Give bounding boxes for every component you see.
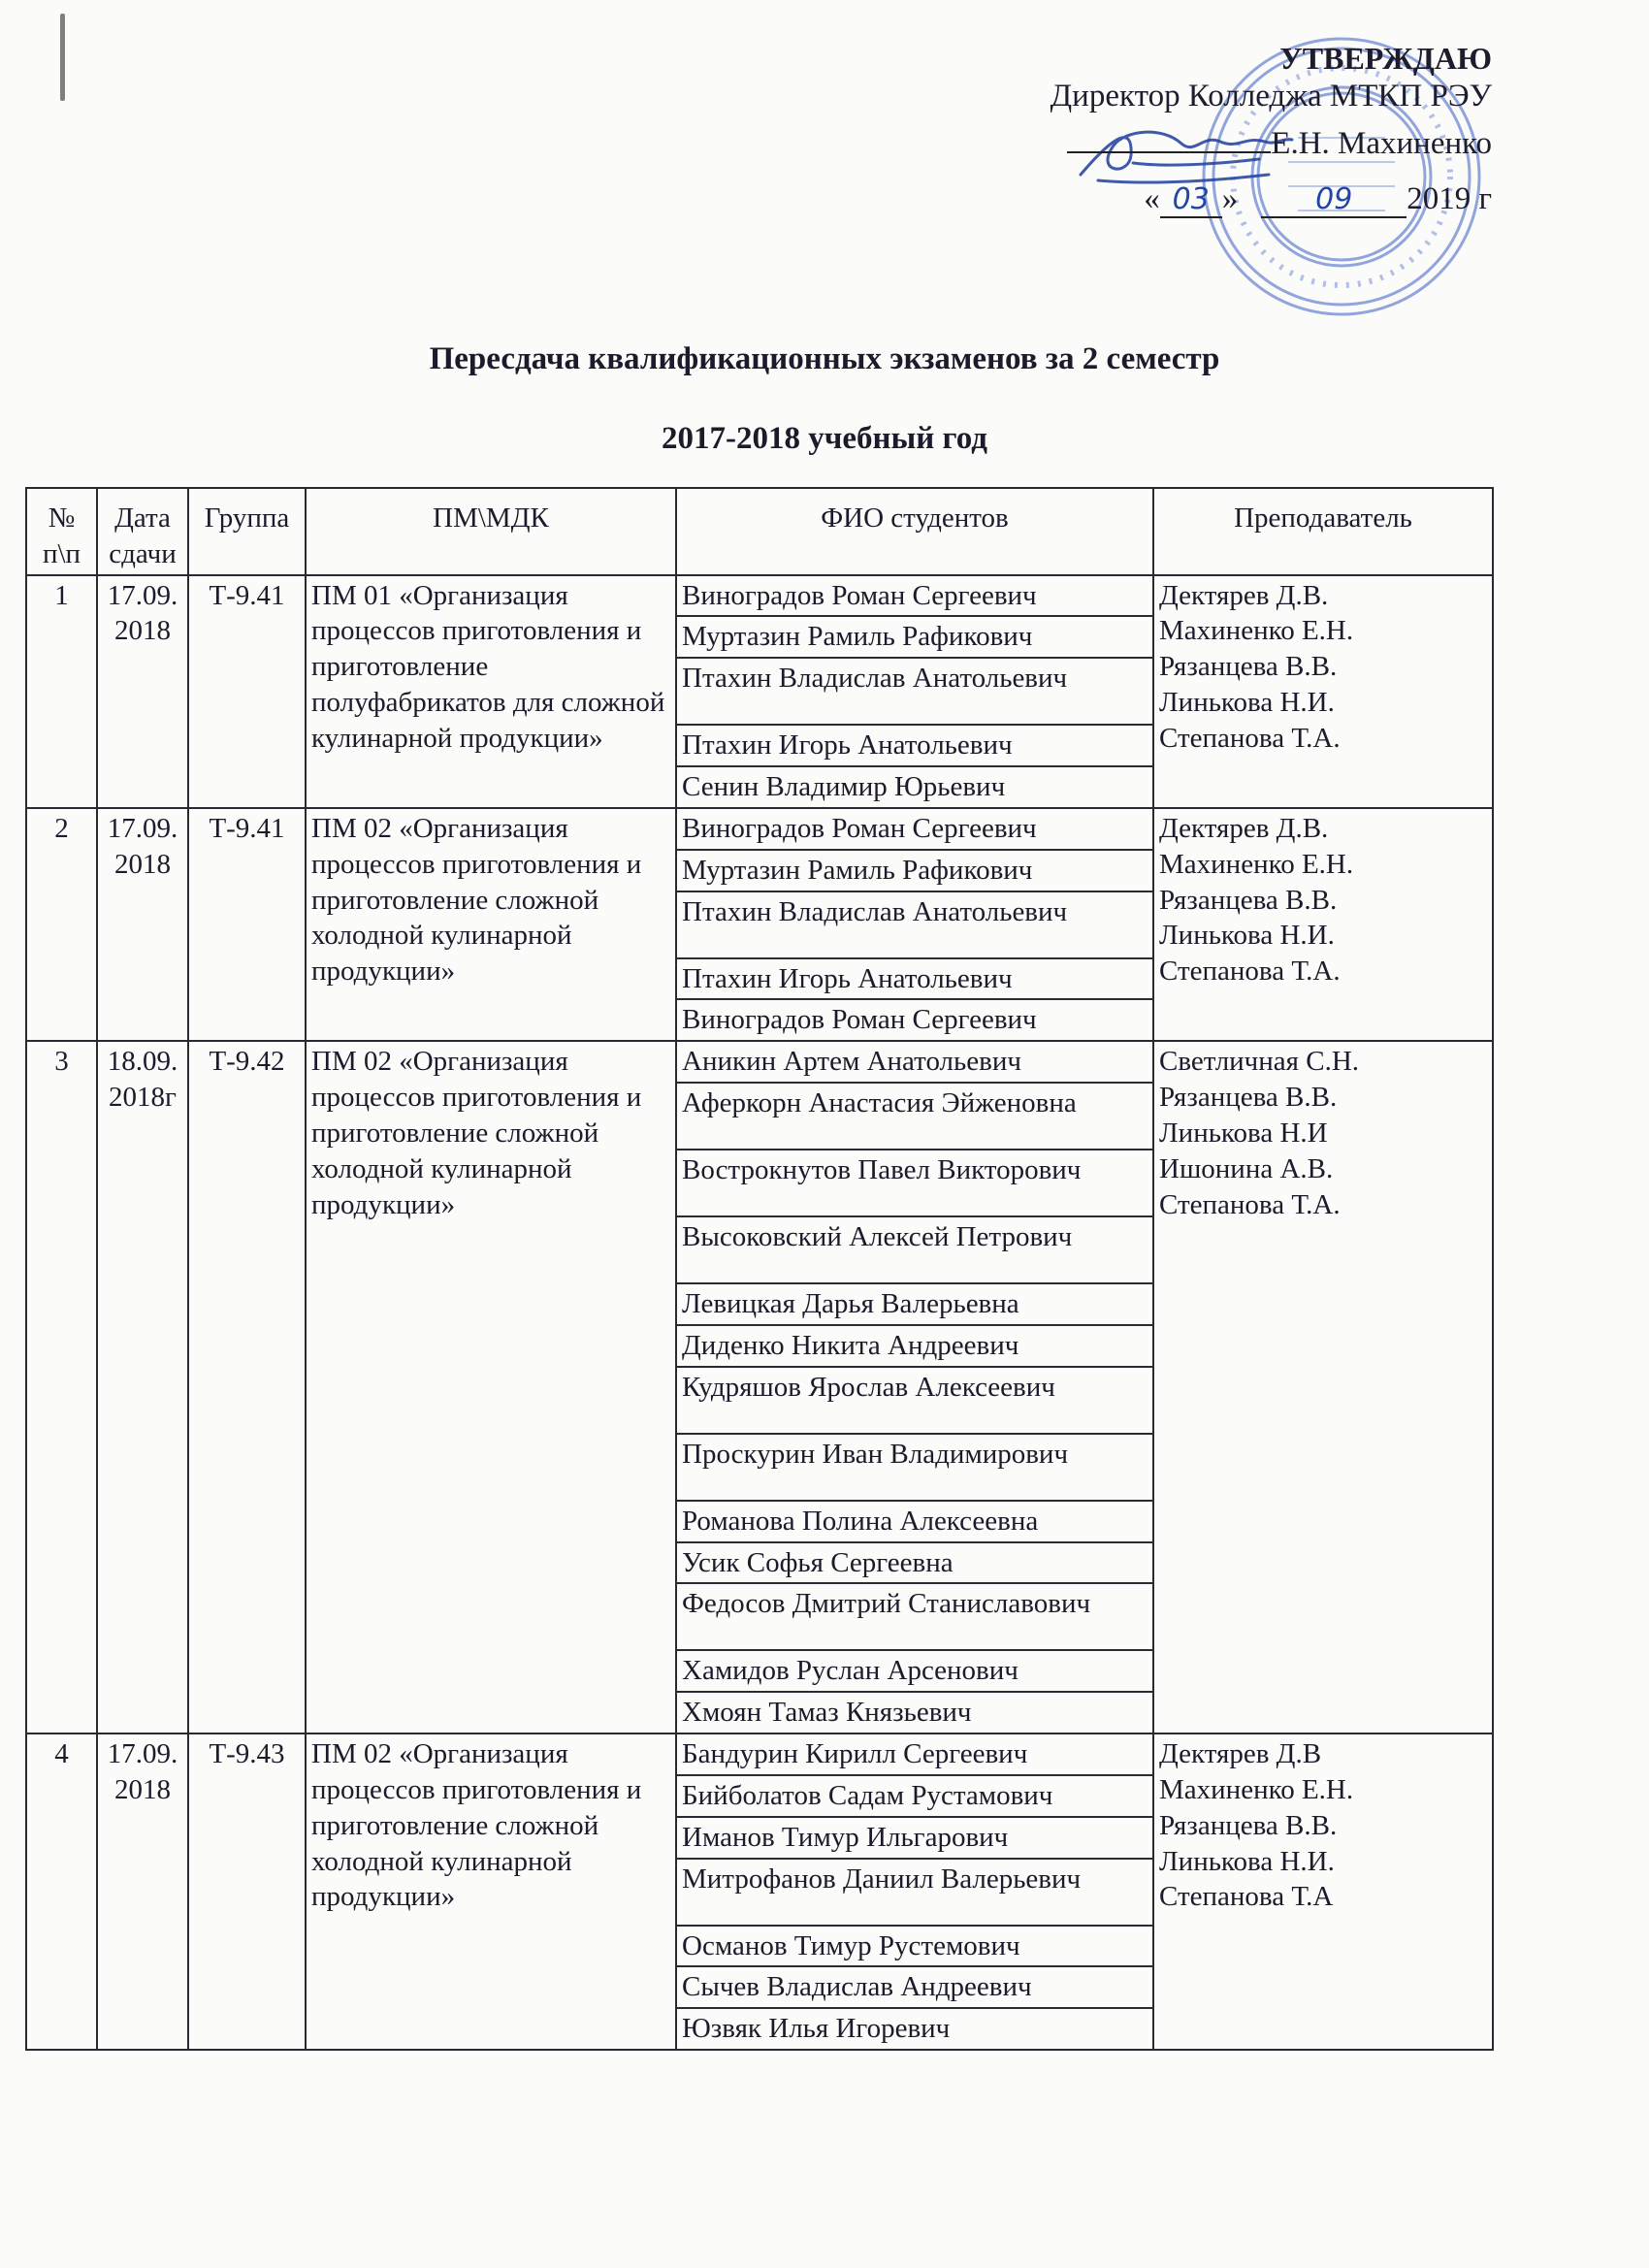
header-pm: ПМ\МДК bbox=[306, 488, 676, 575]
cell-student: Левицкая Дарья Валерьевна bbox=[676, 1283, 1153, 1325]
cell-student: Османов Тимур Рустемович bbox=[676, 1926, 1153, 1967]
approval-title: УТВЕРЖДАЮ bbox=[1279, 41, 1492, 76]
cell-student: Вострокнутов Павел Викторович bbox=[676, 1150, 1153, 1216]
cell-student: Хмоян Тамаз Князьевич bbox=[676, 1692, 1153, 1733]
teacher-name: Дектярев Д.В. bbox=[1159, 579, 1329, 611]
table-row bbox=[26, 808, 1493, 850]
approval-signature-line bbox=[1051, 125, 1492, 163]
teacher-name: Рязанцева В.В. bbox=[1159, 651, 1338, 683]
cell-student: Птахин Владислав Анатольевич bbox=[676, 658, 1153, 725]
cell-student: Бандурин Кирилл Сергеевич bbox=[676, 1733, 1153, 1775]
header-group: Группа bbox=[188, 488, 306, 575]
cell-student: Романова Полина Алексеевна bbox=[676, 1501, 1153, 1542]
teacher-name: Линькова Н.И. bbox=[1159, 1845, 1335, 1877]
teacher-name: Рязанцева В.В. bbox=[1159, 884, 1338, 916]
cell-student: Муртазин Рамиль Рафикович bbox=[676, 616, 1153, 658]
cell-student: Усик Софья Сергеевна bbox=[676, 1542, 1153, 1584]
teacher-name: Светличная С.Н. bbox=[1159, 1046, 1360, 1078]
cell-date: 17.09. 2018 bbox=[97, 575, 188, 808]
cell-student: Сенин Владимир Юрьевич bbox=[676, 766, 1153, 808]
cell-student: Аферкорн Анастасия Эйженовна bbox=[676, 1083, 1153, 1150]
cell-student: Митрофанов Даниил Валерьевич bbox=[676, 1859, 1153, 1926]
cell-group: Т-9.41 bbox=[188, 575, 306, 808]
teacher-name: Махиненко Е.Н. bbox=[1159, 1773, 1354, 1805]
teacher-name: Линькова Н.И bbox=[1159, 1117, 1328, 1149]
teacher-name: Степанова Т.А. bbox=[1159, 956, 1341, 988]
cell-student: Муртазин Рамиль Рафикович bbox=[676, 850, 1153, 891]
cell-group: Т-9.43 bbox=[188, 1733, 306, 2050]
cell-student: Высоковский Алексей Петрович bbox=[676, 1216, 1153, 1283]
cell-no: 1 bbox=[26, 575, 97, 808]
approval-block bbox=[1051, 41, 1492, 218]
cell-teachers bbox=[1153, 1041, 1493, 1733]
teacher-name: Линькова Н.И. bbox=[1159, 920, 1335, 952]
cell-student: Виноградов Роман Сергеевич bbox=[676, 808, 1153, 850]
signature-blank bbox=[1067, 128, 1271, 153]
cell-no: 2 bbox=[26, 808, 97, 1041]
cell-student: Птахин Игорь Анатольевич bbox=[676, 725, 1153, 766]
teacher-name: Степанова Т.А bbox=[1159, 1881, 1334, 1913]
header-teacher: Преподаватель bbox=[1153, 488, 1493, 575]
cell-date: 17.09. 2018 bbox=[97, 808, 188, 1041]
table-header-row bbox=[26, 488, 1493, 575]
teacher-name: Рязанцева В.В. bbox=[1159, 1809, 1338, 1841]
approval-position: Директор Колледжа МТКП РЭУ bbox=[1050, 78, 1492, 113]
cell-date: 18.09. 2018г bbox=[97, 1041, 188, 1733]
cell-student: Иманов Тимур Ильгарович bbox=[676, 1817, 1153, 1859]
teacher-name: Ишонина А.В. bbox=[1159, 1152, 1334, 1184]
teacher-name: Дектярев Д.В bbox=[1159, 1738, 1322, 1770]
teacher-name: Степанова Т.А. bbox=[1159, 1188, 1341, 1220]
approval-name: Е.Н. Махиненко bbox=[1271, 125, 1492, 161]
cell-group: Т-9.42 bbox=[188, 1041, 306, 1733]
cell-pm: ПМ 02 «Организация процессов приготовления и приготовление сложной холодной кулинарной продукции» bbox=[306, 1041, 676, 1733]
cell-student: Юзвяк Илья Игоревич bbox=[676, 2008, 1153, 2050]
teacher-name: Махиненко Е.Н. bbox=[1159, 848, 1354, 880]
margin-mark bbox=[60, 14, 65, 101]
approval-year: 2019 г bbox=[1406, 180, 1492, 216]
cell-no: 3 bbox=[26, 1041, 97, 1733]
cell-student: Виноградов Роман Сергеевич bbox=[676, 575, 1153, 617]
document-title: Пересдача квалификационных экзаменов за 2 семестр bbox=[429, 341, 1220, 376]
cell-student: Хамидов Руслан Арсенович bbox=[676, 1650, 1153, 1692]
cell-student: Проскурин Иван Владимирович bbox=[676, 1434, 1153, 1501]
cell-no: 4 bbox=[26, 1733, 97, 2050]
cell-student: Аникин Артем Анатольевич bbox=[676, 1041, 1153, 1083]
approval-month: 09 bbox=[1261, 182, 1406, 218]
cell-teachers bbox=[1153, 575, 1493, 808]
document-subtitle: 2017-2018 учебный год bbox=[662, 421, 987, 456]
cell-student: Федосов Дмитрий Станиславович bbox=[676, 1583, 1153, 1650]
exam-schedule-table bbox=[25, 487, 1494, 2051]
cell-teachers bbox=[1153, 1733, 1493, 2050]
teacher-name: Степанова Т.А. bbox=[1159, 722, 1341, 754]
cell-pm: ПМ 02 «Организация процессов приготовления и приготовление сложной холодной кулинарной продукции» bbox=[306, 808, 676, 1041]
header-no: № п\п bbox=[26, 488, 97, 575]
cell-group: Т-9.41 bbox=[188, 808, 306, 1041]
teacher-name: Махиненко Е.Н. bbox=[1159, 615, 1354, 647]
cell-student: Птахин Владислав Анатольевич bbox=[676, 891, 1153, 958]
cell-teachers bbox=[1153, 808, 1493, 1041]
table-row bbox=[26, 1733, 1493, 1775]
cell-pm: ПМ 01 «Организация процессов приготовления и приготовление полуфабрикатов для сложной кулинарной продукции» bbox=[306, 575, 676, 808]
cell-student: Бийболатов Садам Рустамович bbox=[676, 1775, 1153, 1817]
table-row bbox=[26, 1041, 1493, 1083]
cell-student: Сычев Владислав Андреевич bbox=[676, 1966, 1153, 2008]
cell-date: 17.09. 2018 bbox=[97, 1733, 188, 2050]
cell-pm: ПМ 02 «Организация процессов приготовления и приготовление сложной холодной кулинарной продукции» bbox=[306, 1733, 676, 2050]
teacher-name: Дектярев Д.В. bbox=[1159, 812, 1329, 844]
header-date: Дата сдачи bbox=[97, 488, 188, 575]
cell-student: Кудряшов Ярослав Алексеевич bbox=[676, 1367, 1153, 1434]
approval-day: 03 bbox=[1160, 182, 1222, 218]
header-students: ФИО студентов bbox=[676, 488, 1153, 575]
table-row bbox=[26, 575, 1493, 617]
cell-student: Диденко Никита Андреевич bbox=[676, 1325, 1153, 1367]
approval-date: « 03 » 09 2019 г bbox=[1051, 180, 1492, 218]
teacher-name: Линькова Н.И. bbox=[1159, 687, 1335, 719]
teacher-name: Рязанцева В.В. bbox=[1159, 1082, 1338, 1114]
cell-student: Виноградов Роман Сергеевич bbox=[676, 999, 1153, 1041]
cell-student: Птахин Игорь Анатольевич bbox=[676, 958, 1153, 1000]
